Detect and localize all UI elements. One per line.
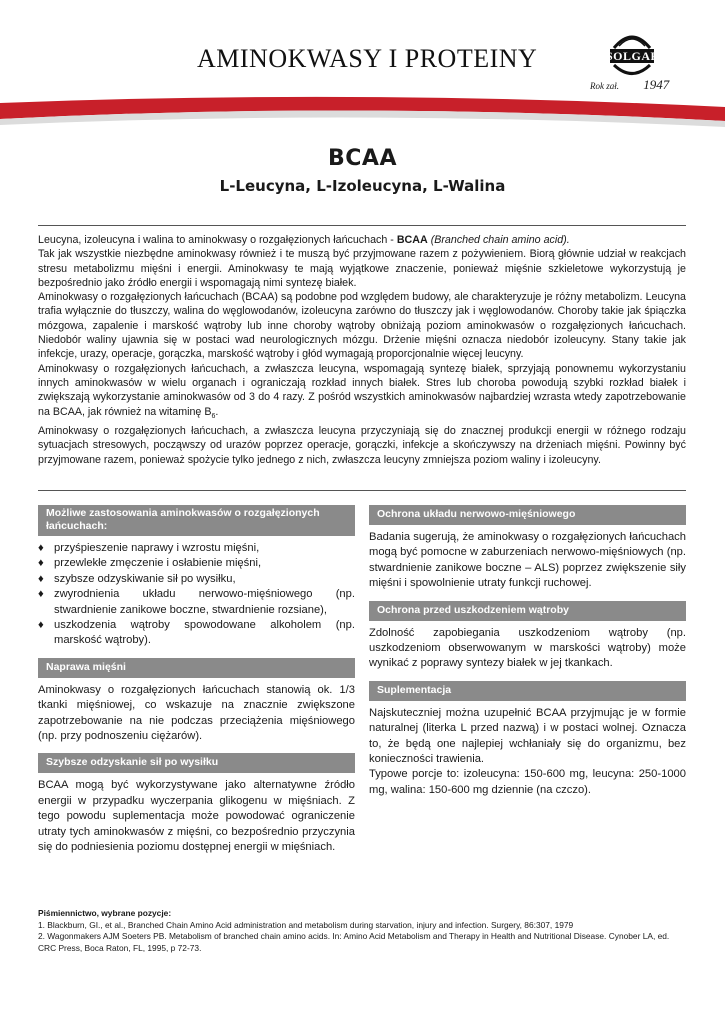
- section-heading-supplement: Suplementacja: [369, 681, 686, 701]
- intro-paragraph: [38, 233, 686, 247]
- left-column: [38, 505, 355, 865]
- section-text-recovery: BCAA mogą być wykorzystywane jako alternatywne źródło energii w przypadku wyczerpania glikogenu w mięśniach. Z tego powodu suplementacja może powodować ograniczenie utraty tych aminokwasów z mięśni, co bezpośrednio przyczynia się do podniesienia poziomu dostępnej energii w mięśniach.: [38, 779, 355, 854]
- diamond-bullet-icon: ♦: [38, 588, 44, 601]
- intro-p4-end: .: [215, 405, 219, 418]
- section-text-supplement-doses: Typowe porcje to: izoleucyna: 150-600 mg, leucyna: 250-1000 mg, walina: 150-600 mg dziennie (na czczo).: [369, 768, 686, 796]
- list-item-text: przewlekłe zmęczenie i osłabienie mięśni,: [54, 557, 262, 570]
- intro-paragraph: Aminokwasy o rozgałęzionych łańcuchach (BCAA) są podobne pod względem budowy, ale charakteryzuje je różny metabolizm. Leucyna trafia wyłącznie do tłuszczy, walina do węglowodanów, izoleucyna zarówno do tłuszczy jak i węglowodanów. Choroby takie jak śpiączka mózgowa, zapalenie i marskość wątroby lub inne choroby wątroby obniżają poziom aminokwasów o rozgałęzionych łańcuchach. Niedobór waliny ujawnia się w postaci wad neurologicznych mózgu. Drżenie mięśni oznacza niedobór izoleucyny. Stany takie jak infekcje, urazy, operacje, gorączka, marskość wątroby i głód wymagają proporcjonalnie więcej leucyny.: [38, 291, 686, 361]
- section-heading-uses: Możliwe zastosowania aminokwasów o rozgałęzionych łańcuchach:: [38, 505, 355, 536]
- divider-middle: [38, 490, 686, 491]
- intro-paragraph: Tak jak wszystkie niezbędne aminokwasy również i te muszą być przyjmowane razem z pożywieniem. Biorą głównie udział w reakcjach stresu metabolizmu mięśni i energii. Aminokwasy te mają wyjątkowe znaczenie, ponieważ mięśnie szkieletowe wykorzystują je bezpośrednio jako źródło energii i wspomagają nimi syntezę białek.: [38, 248, 686, 289]
- intro-paragraph: [38, 362, 686, 424]
- section-text-supplement: Najskuteczniej można uzupełnić BCAA przyjmując je w formie naturalnej (literka L przed nazwą) i w postaci wolnej. Oznacza to, że będą one najlepiej wchłaniały się do organizmu, bez konieczności trawienia.: [369, 706, 686, 766]
- list-item-text: przyśpieszenie naprawy i wzrostu mięśni,: [54, 542, 260, 554]
- list-item-text: uszkodzenia wątroby spowodowane alkoholem (np. marskość wątroby).: [54, 619, 355, 647]
- diamond-bullet-icon: ♦: [38, 542, 44, 554]
- logo-founded-label: Rok zał.: [590, 81, 619, 91]
- logo-brand-text: SOLGAR: [606, 49, 660, 63]
- references-title: Piśmiennictwo, wybrane pozycje:: [38, 908, 172, 918]
- list-item-text: szybsze odzyskiwanie sił po wysiłku,: [54, 572, 236, 585]
- intro-paragraph: Aminokwasy o rozgałęzionych łańcuchach, a zwłaszcza leucyna przyczyniają się do znacznej produkcji energii w różnego rodzaju sytuacjach stresowych, począwszy od urazów poprzez operacje, gorączki, infekcje a skończywszy na drżeniach mięśni. Powinny być przyjmowane razem, ponieważ spożycie tylko jednego z nich, zwłaszcza leucyny zmniejsza poziom waliny i izoleucyny.: [38, 425, 686, 466]
- reference-item: 1. Blackburn, GI., et al., Branched Chain Amino Acid administration and metabolism during starvation, injury and infection. Surgery, 86:307, 1979: [38, 919, 574, 930]
- logo-founded: [590, 77, 669, 93]
- logo-founded-year: 1947: [643, 77, 670, 92]
- list-item-text: zwyrodnienia układu nerwowo-mięśniowego (np. stwardnienie zanikowe boczne, stwardnienie rozsiane),: [54, 588, 355, 616]
- intro-text: [38, 233, 686, 467]
- red-header-band: [0, 95, 725, 139]
- section-text-repair: Aminokwasy o rozgałęzionych łańcuchach stanowią ok. 1/3 tkanki mięśniowej, co wskazuje na znacznie zwiększone zapotrzebowanie na nie podczas przeciążenia mięśniowego (np. przy podnoszeniu ciężarów).: [38, 683, 355, 743]
- intro-p4-text: Aminokwasy o rozgałęzionych łańcuchach, a zwłaszcza leucyna, wspomagają syntezę białek, sprzyjają ponownemu wykorzystaniu innych aminokwasów w wielu organach i ograniczają rozkład innych białek. Stres lub choroba powodują szybki rozkład białek i zwiększają wykorzystanie aminokwasów od 3 do 4 razy. Z pośród wszystkich aminokwasów najbardziej wzrasta wtedy zapotrzebowanie na BCAA, jak również na witaminę B: [38, 362, 686, 418]
- right-column: [369, 505, 686, 807]
- intro-p1-bold: BCAA: [396, 234, 428, 246]
- references: [38, 908, 686, 954]
- page-title: BCAA: [328, 146, 397, 171]
- page-header-title: AMINOKWASY I PROTEINY: [197, 44, 538, 73]
- section-text-nervous: Badania sugerują, że aminokwasy o rozgałęzionych łańcuchach mogą być pomocne w zaburzeniach nerwowo-mięśniowych (np. stwardnienie zanikowe boczne – ALS) poprzez zwiększenie siły mięśni i spowolnienie utraty funkcji ruchowej.: [369, 531, 686, 590]
- list-item: [38, 618, 355, 649]
- list-item: [38, 556, 355, 571]
- diamond-bullet-icon: ♦: [38, 557, 44, 570]
- section-text-liver: Zdolność zapobiegania uszkodzeniom wątroby (np. uszkodzeniom obserwowanym w marskości wątroby) może wynikać z poprawy syntezy białek w jej tkankach.: [369, 626, 686, 670]
- section-heading-nervous: Ochrona układu nerwowo-mięśniowego: [369, 505, 686, 525]
- reference-item: 2. Wagonmakers AJM Soeters PB. Metabolism of branched chain amino acids. In: Amino Acid Metabolism and Therapy in Health and Nutritional Disease. Cynober LA, ed. CRC Press, Boca Raton, FL, 1995, p 72-73.: [38, 931, 670, 953]
- intro-p1-italic: (Branched chain amino acid).: [430, 234, 570, 246]
- section-heading-recovery: Szybsze odzyskanie sił po wysiłku: [38, 753, 355, 773]
- uses-list: [38, 541, 355, 649]
- diamond-bullet-icon: ♦: [38, 572, 44, 585]
- solgar-logo: [582, 30, 682, 94]
- divider-top: [38, 225, 686, 226]
- diamond-bullet-icon: ♦: [38, 619, 44, 632]
- intro-p4-sub: 6: [211, 412, 216, 420]
- list-item: [38, 572, 355, 587]
- section-heading-repair: Naprawa mięśni: [38, 658, 355, 678]
- intro-p1-text: Leucyna, izoleucyna i walina to aminokwasy o rozgałęzionych łańcuchach -: [38, 234, 397, 246]
- section-heading-liver: Ochrona przed uszkodzeniem wątroby: [369, 601, 686, 621]
- list-item: [38, 541, 355, 556]
- list-item: [38, 587, 355, 618]
- page-subtitle: L-Leucyna, L-Izoleucyna, L-Walina: [219, 177, 506, 195]
